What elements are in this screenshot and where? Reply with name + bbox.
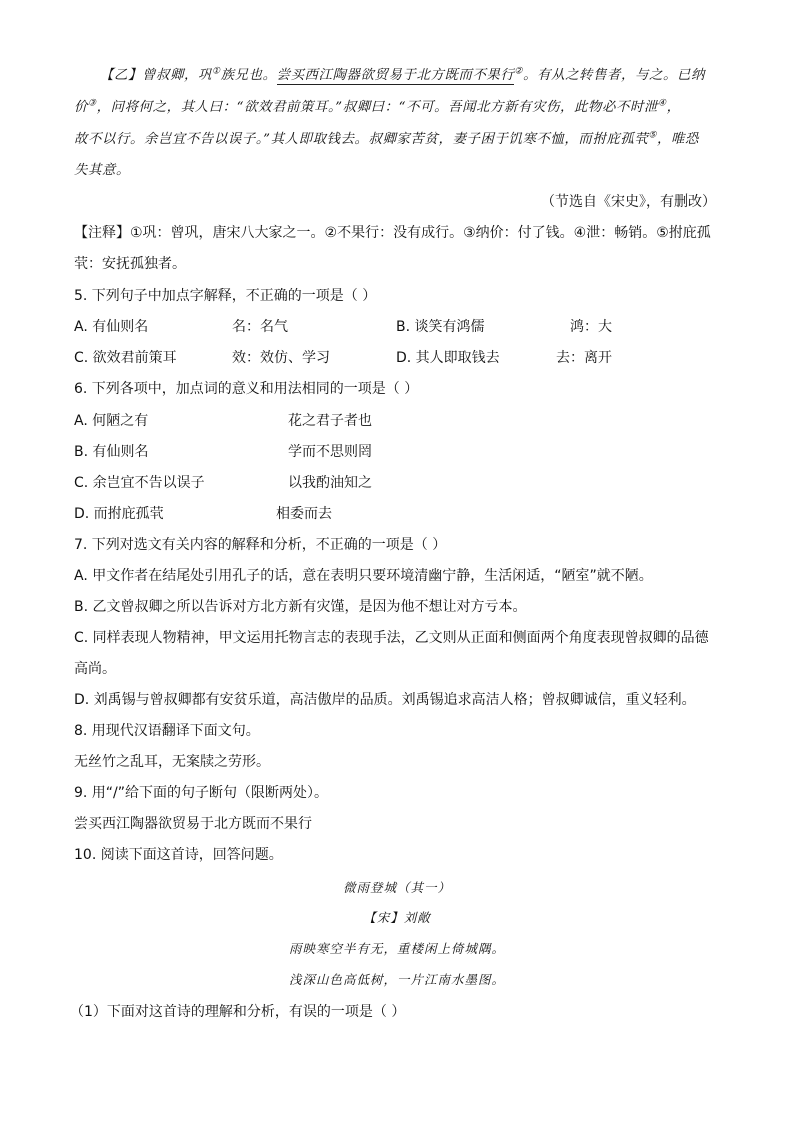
passage-line-2: 价③，问将何之，其人曰：“欲效君前策耳。”叔卿曰：“不可。吾闻北方新有灾伤，此物必不时泄④，	[74, 98, 681, 115]
q5-option-c-explanation: 效：效仿、学习	[232, 350, 330, 366]
footnote-marker: ①	[211, 66, 221, 77]
q5-option-d: D. 其人即取钱去	[396, 350, 500, 366]
notes-line-2: 茕：安抚孤独者。	[74, 256, 186, 272]
q10-stem: 10. 阅读下面这首诗，回答问题。	[74, 847, 283, 863]
poem-line-1: 雨映寒空半有无，重楼闲上倚城隅。	[288, 941, 505, 956]
footnote-marker: ③	[88, 98, 97, 109]
q6-option-c: C. 余岂宜不告以误子	[74, 475, 205, 491]
footnote-marker: ④	[657, 98, 667, 109]
q7-option-a: A. 甲文作者在结尾处引用孔子的话，意在表明只要环境清幽宁静，生活闲适，“陋室”就不陋。	[74, 568, 653, 584]
q5-option-c: C. 欲效君前策耳	[74, 350, 177, 366]
passage-line-3: 故不以行。余岂宜不告以误子。”其人即取钱去。叔卿家苦贫，妻子困于饥寒不恤，而拊庇孤茕⑤，唯恐	[74, 130, 700, 147]
underlined-sentence: 尝买西江陶器欲贸易于北方既而不果行	[276, 68, 515, 83]
q6-option-d: D. 而拊庇孤茕	[74, 506, 164, 522]
poem-title: 微雨登城（其一）	[342, 880, 451, 895]
passage-label: 【乙】	[100, 68, 142, 83]
q5-option-d-explanation: 去：离开	[556, 350, 612, 366]
q7-option-d: D. 刘禹锡与曾叔卿都有安贫乐道，高洁傲岸的品质。刘禹锡追求高洁人格；曾叔卿诚信，重义轻利。	[74, 692, 696, 708]
q6-stem: 6. 下列各项中，加点词的意义和用法相同的一项是（ ）	[74, 381, 419, 397]
q7-option-b: B. 乙文曾叔卿之所以告诉对方北方新有灾馑，是因为他不想让对方亏本。	[74, 599, 527, 615]
poem-line-2: 浅深山色高低树，一片江南水墨图。	[288, 972, 505, 987]
q6-option-a-pair: 花之君子者也	[288, 413, 372, 429]
q8-sentence: 无丝竹之乱耳，无案牍之劳形。	[74, 754, 270, 770]
q7-option-c-line-2: 高尚。	[74, 661, 116, 677]
q6-option-b-pair: 学而不思则罔	[288, 444, 372, 460]
q6-option-a: A. 何陋之有	[74, 413, 149, 429]
q5-option-a: A. 有仙则名	[74, 319, 149, 335]
q9-stem: 9. 用“/”给下面的句子断句（限断两处）。	[74, 785, 329, 801]
q6-option-d-pair: 相委而去	[276, 506, 332, 522]
q6-option-b: B. 有仙则名	[74, 444, 149, 460]
footnote-marker: ②	[514, 66, 524, 77]
passage-line-4: 失其意。	[74, 163, 130, 178]
q8-stem: 8. 用现代汉语翻译下面文句。	[74, 723, 260, 739]
q5-option-b-explanation: 鸿：大	[570, 319, 612, 335]
q5-option-a-explanation: 名：名气	[232, 319, 288, 335]
q7-stem: 7. 下列对选文有关内容的解释和分析，不正确的一项是（ ）	[74, 537, 447, 553]
poem-author: 【宋】刘敞	[363, 910, 431, 925]
q7-option-c-line-1: C. 同样表现人物精神，甲文运用托物言志的表现手法，乙文则从正面和侧面两个角度表现曾叔卿的品德	[74, 630, 709, 646]
q9-sentence: 尝买西江陶器欲贸易于北方既而不果行	[74, 816, 312, 832]
passage-source: （节选自《宋史》，有删改）	[541, 194, 716, 210]
footnote-marker: ⑤	[648, 130, 658, 141]
q5-stem: 5. 下列句子中加点字解释，不正确的一项是（ ）	[74, 288, 377, 304]
passage-line-1: 【乙】曾叔卿，巩①族兄也。尝买西江陶器欲贸易于北方既而不果行②。有从之转售者，与之。已纳	[100, 66, 705, 83]
q10-sub-question-1: （1）下面对这首诗的理解和分析，有误的一项是（ ）	[70, 1004, 406, 1020]
q5-option-b: B. 谈笑有鸿儒	[396, 319, 485, 335]
q6-option-c-pair: 以我酌油知之	[288, 475, 372, 491]
notes-line-1: 【注释】①巩：曾巩，唐宋八大家之一。②不果行：没有成行。③纳价：付了钱。④泄：畅销。⑤拊庇孤	[74, 225, 711, 241]
